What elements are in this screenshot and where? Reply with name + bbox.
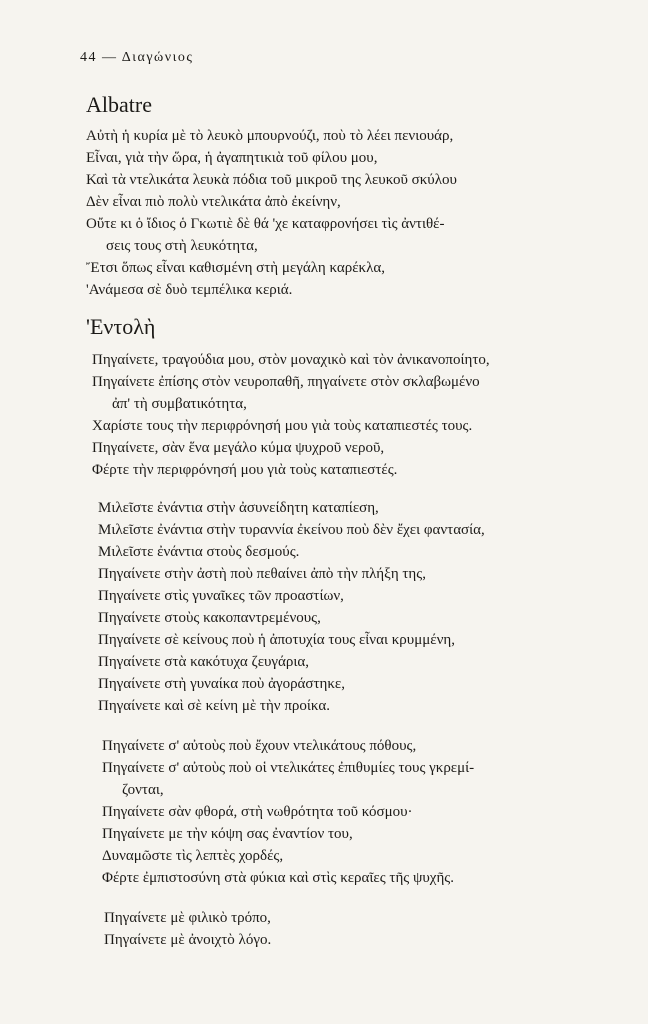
verse-line: Πηγαίνετε μὲ ἀνοιχτὸ λόγο. bbox=[104, 932, 272, 948]
verse-line: Χαρίστε τους τὴν περιφρόνησή μου γιὰ τοὺς καταπιεστές τους. bbox=[92, 418, 473, 434]
verse-line: Πηγαίνετε στὴν ἀστὴ ποὺ πεθαίνει ἀπὸ τὴν πλήξη της, bbox=[98, 566, 426, 582]
running-head: 44 — Διαγώνιος bbox=[80, 50, 194, 65]
verse-line-continuation: ἀπ' τὴ συμβατικότητα, bbox=[112, 396, 247, 412]
verse-line: Πηγαίνετε σ' αὐτοὺς ποὺ ἔχουν ντελικάτους πόθους, bbox=[102, 738, 417, 754]
verse-line: Μιλεῖστε ἐνάντια στοὺς δεσμούς. bbox=[98, 544, 300, 560]
verse-line: Πηγαίνετε καὶ σὲ κείνη μὲ τὴν προίκα. bbox=[98, 698, 330, 714]
verse-line: Ἔτσι ὅπως εἶναι καθισμένη στὴ μεγάλη καρέκλα, bbox=[86, 260, 385, 276]
verse-line: Πηγαίνετε στοὺς κακοπαντρεμένους, bbox=[98, 610, 321, 626]
verse-line: Εἶναι, γιὰ τὴν ὥρα, ἡ ἀγαπητικιὰ τοῦ φίλου μου, bbox=[86, 150, 378, 166]
verse-line: Πηγαίνετε μὲ φιλικὸ τρόπο, bbox=[104, 910, 271, 926]
verse-line: Μιλεῖστε ἐνάντια στὴν τυραννία ἐκείνου ποὺ δὲν ἔχει φαντασία, bbox=[98, 522, 485, 538]
verse-line: Πηγαίνετε με τὴν κόψη σας ἐναντίον του, bbox=[102, 826, 353, 842]
verse-line-continuation: σεις τους στὴ λευκότητα, bbox=[106, 238, 258, 254]
verse-line: Πηγαίνετε ἐπίσης στὸν νευροπαθῆ, πηγαίνετε στὸν σκλαβωμένο bbox=[92, 374, 480, 390]
verse-line: Δὲν εἶναι πιὸ πολὺ ντελικάτα ἀπὸ ἐκείνην, bbox=[86, 194, 341, 210]
verse-line: Πηγαίνετε στὶς γυναῖκες τῶν προαστίων, bbox=[98, 588, 344, 604]
verse-line: Πηγαίνετε στὴ γυναίκα ποὺ ἀγοράστηκε, bbox=[98, 676, 345, 692]
verse-line: Οὔτε κι ὁ ἴδιος ὁ Γκωτιὲ δὲ θά 'χε καταφρονήσει τὶς ἀντιθέ- bbox=[86, 216, 445, 232]
verse-line: Πηγαίνετε σὲ κείνους ποὺ ἡ ἀποτυχία τους εἶναι κρυμμένη, bbox=[98, 632, 455, 648]
verse-line: Πηγαίνετε σ' αὐτοὺς ποὺ οἱ ντελικάτες ἐπιθυμίες τους γκρεμί- bbox=[102, 760, 475, 776]
verse-line-continuation: ζονται, bbox=[122, 782, 164, 798]
verse-line: Αὐτὴ ἡ κυρία μὲ τὸ λευκὸ μπουρνούζι, ποὺ τὸ λέει πενιουάρ, bbox=[86, 128, 454, 144]
verse-line: Φέρτε ἐμπιστοσύνη στὰ φύκια καὶ στὶς κεραῖες τῆς ψυχῆς. bbox=[102, 870, 454, 886]
poem-title: 'Εντολὴ bbox=[86, 314, 156, 339]
verse-line: Μιλεῖστε ἐνάντια στὴν ἀσυνείδητη καταπίεση, bbox=[98, 500, 379, 516]
verse-line: 'Ανάμεσα σὲ δυὸ τεμπέλικα κεριά. bbox=[86, 282, 293, 298]
verse-line: Πηγαίνετε στὰ κακότυχα ζευγάρια, bbox=[98, 654, 310, 670]
verse-line: Πηγαίνετε σὰν φθορά, στὴ νωθρότητα τοῦ κόσμου· bbox=[102, 804, 413, 820]
verse-line: Δυναμῶστε τὶς λεπτὲς χορδές, bbox=[102, 848, 284, 864]
verse-line: Πηγαίνετε, σὰν ἕνα μεγάλο κύμα ψυχροῦ νεροῦ, bbox=[92, 440, 385, 456]
verse-line: Πηγαίνετε, τραγούδια μου, στὸν μοναχικὸ καὶ τὸν ἀνικανοποίητο, bbox=[92, 352, 490, 368]
poem-title: Albatre bbox=[86, 92, 152, 117]
verse-line: Φέρτε τὴν περιφρόνησή μου γιὰ τοὺς καταπιεστές. bbox=[92, 462, 398, 478]
verse-line: Καὶ τὰ ντελικάτα λευκὰ πόδια τοῦ μικροῦ της λευκοῦ σκύλου bbox=[86, 172, 457, 188]
